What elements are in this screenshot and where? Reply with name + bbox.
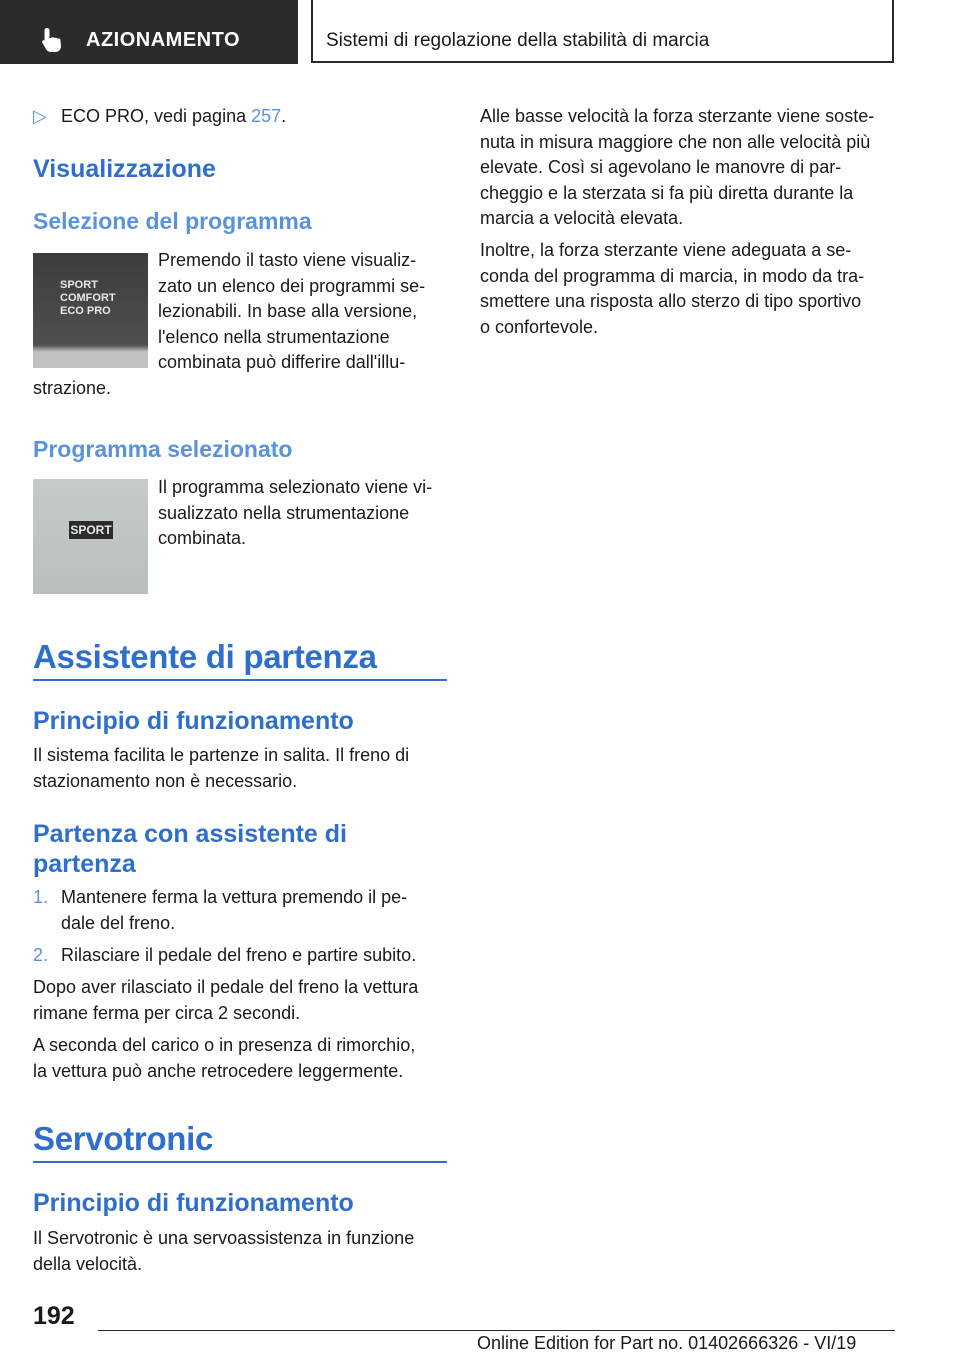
- eco-pro-reference: ▷ ECO PRO, vedi pagina 257.: [33, 104, 286, 130]
- heading-assistente: Assistente di partenza: [33, 638, 377, 675]
- selected-program-image: [33, 479, 148, 594]
- header-section-label: AZIONAMENTO: [86, 29, 241, 51]
- program-menu-image: [33, 253, 148, 368]
- right-paragraph-1: Alle basse velocità la forza sterzante viene soste- nuta in misura maggiore che non alle velocità più elevate. Così si agevolano le manovre di par- cheggio e la sterzata si fa più diretta durante la marcia a velocità elevata.: [480, 106, 875, 228]
- page-link[interactable]: 257: [251, 106, 282, 126]
- page-number: 192: [33, 1302, 75, 1330]
- heading-rule: [33, 1161, 447, 1163]
- header-title: Sistemi di regolazione della stabilità di marcia: [326, 30, 710, 51]
- step-2: 2. Rilasciare il pedale del freno e partire subito.: [33, 943, 447, 969]
- heading-rule: [33, 679, 447, 681]
- right-paragraph-2: Inoltre, la forza sterzante viene adeguata a se- conda del programma di marcia, in modo da tra- smettere una risposta allo sterzo di tipo sportivo o confortevole.: [480, 240, 865, 337]
- heading-principio-2: Principio di funzionamento: [33, 1189, 354, 1217]
- heading-partenza: Partenza con assistente di partenza: [33, 820, 348, 878]
- seconda-paragraph: A seconda del carico o in presenza di rimorchio, la vettura può anche retrocedere leggermente.: [33, 1035, 416, 1081]
- list-marker: ▷: [33, 106, 47, 126]
- edition-line: Online Edition for Part no. 01402666326 - VI/19: [477, 1333, 857, 1353]
- dopo-paragraph: Dopo aver rilasciato il pedale del freno la vettura rimane ferma per circa 2 secondi.: [33, 977, 419, 1023]
- heading-selezionato: Programma selezionato: [33, 436, 293, 462]
- heading-servotronic: Servotronic: [33, 1120, 214, 1157]
- principio-1-paragraph: Il sistema facilita le partenze in salita. Il freno di stazionamento non è necessario.: [33, 745, 410, 791]
- step-1: 1. Mantenere ferma la vettura premendo il pe- dale del freno.: [33, 887, 408, 933]
- sport-badge: SPORT: [70, 523, 112, 537]
- menu-item-comfort: COMFORT: [60, 292, 116, 304]
- principio-2-paragraph: Il Servotronic è una servoassistenza in funzione della velocità.: [33, 1228, 415, 1274]
- pointing-hand-icon: [38, 26, 66, 54]
- selezione-paragraph-tail: strazione.: [33, 378, 112, 398]
- footer-rule: [98, 1330, 895, 1331]
- step-number: 2.: [33, 945, 49, 965]
- selezione-paragraph: Premendo il tasto viene visualiz- zato un elenco dei programmi se- lezionabili. In base alla versione, l'elenco nella strumentazione combinata può differire dall'illu-: [158, 250, 426, 372]
- header-section-tab: [0, 0, 298, 64]
- heading-selezione: Selezione del programma: [33, 208, 312, 234]
- step-number: 1.: [33, 887, 49, 907]
- heading-principio-1: Principio di funzionamento: [33, 707, 354, 735]
- heading-visualizzazione: Visualizzazione: [33, 155, 216, 183]
- program-menu-list: [60, 279, 116, 318]
- menu-item-sport: SPORT: [60, 279, 98, 291]
- menu-item-eco-pro: ECO PRO: [60, 305, 111, 317]
- selezionato-paragraph: Il programma selezionato viene vi- sualizzato nella strumentazione combinata.: [158, 477, 433, 548]
